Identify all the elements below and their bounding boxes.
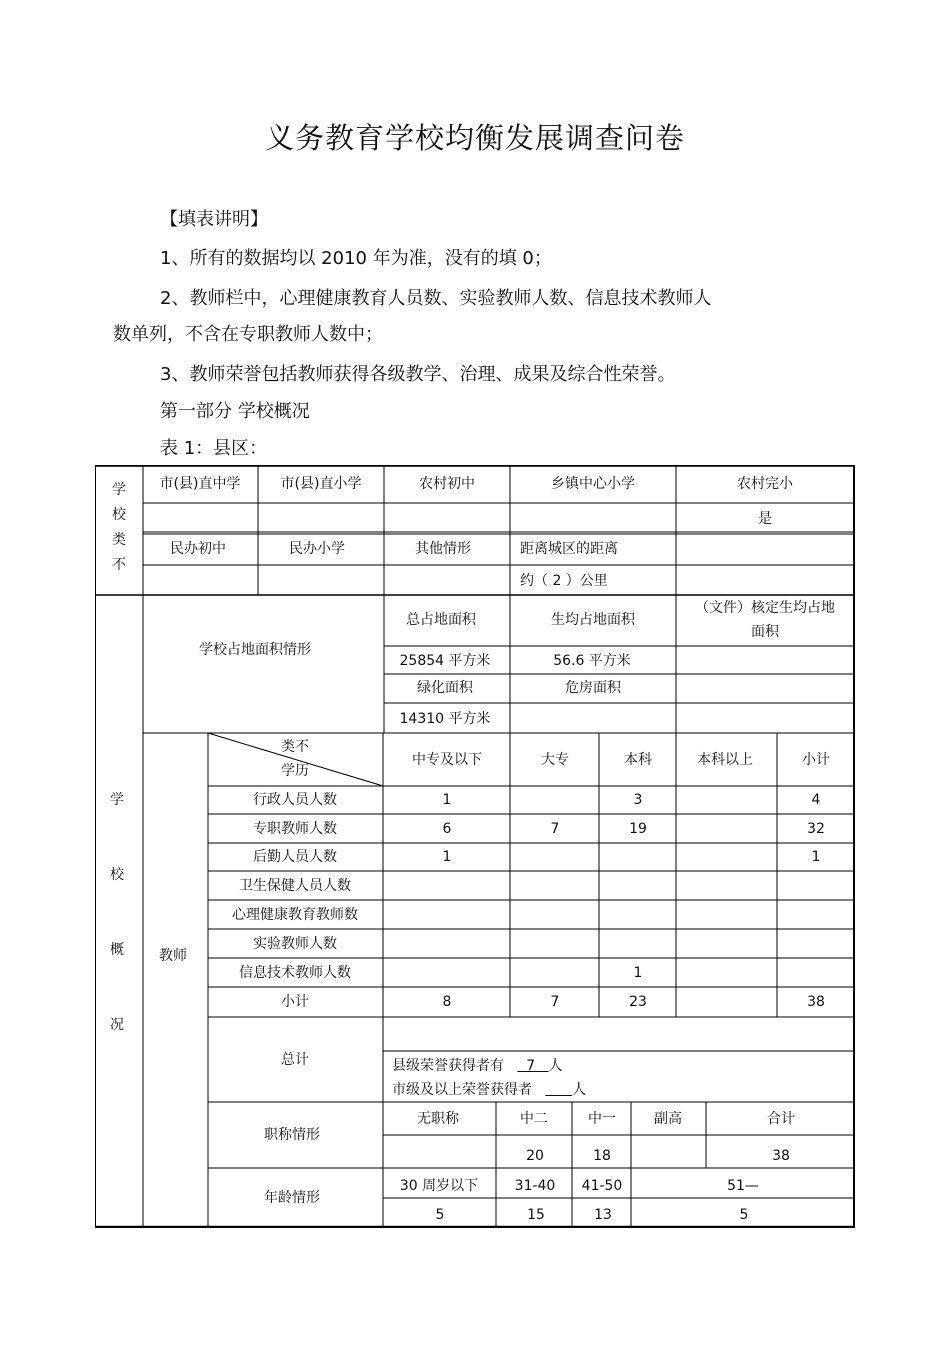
column-header-bachelor: 本科 — [624, 752, 652, 768]
column-header-junior-college: 大专 — [541, 752, 569, 768]
instructions-header: 【填表讲明】 — [160, 209, 268, 230]
table-cell: 38 — [807, 994, 825, 1010]
table-cell: 5 — [739, 1207, 749, 1223]
column-header-subtotal: 小计 — [802, 752, 830, 768]
table-cell: 4 — [811, 792, 821, 808]
table-cell: 13 — [594, 1207, 612, 1223]
school-type-other: 其他情形 — [415, 541, 471, 557]
row-label-logistics-staff: 后勤人员人数 — [253, 849, 337, 865]
teachers-label: 教师 — [159, 948, 187, 964]
total-area-header: 总占地面积 — [406, 612, 476, 628]
table-cell: 15 — [527, 1207, 545, 1223]
table-cell: 6 — [442, 821, 452, 837]
title-header-vice-senior: 副高 — [654, 1111, 682, 1127]
row-label-mental-health-teachers: 心理健康教育教师数 — [232, 907, 358, 923]
distance-value: 约（ 2 ）公里 — [520, 573, 608, 589]
age-header-31-40: 31-40 — [514, 1178, 556, 1194]
total-label: 总计 — [281, 1052, 309, 1068]
age-header-41-50: 41-50 — [581, 1178, 623, 1194]
table-grid-lines — [95, 465, 855, 1228]
column-header-above-bachelor: 本科以上 — [697, 752, 753, 768]
instruction-item-3: 3、教师荣誉包括教师获得各级教学、治理、成果及综合性荣誉。 — [160, 364, 676, 385]
column-header-secondary-below: 中专及以下 — [412, 752, 482, 768]
approved-area-header-line-1: （文件）核定生均占地 — [695, 600, 835, 616]
section-heading: 第一部分 学校概况 — [160, 401, 310, 422]
table-cell: 23 — [629, 994, 647, 1010]
row-label-health-staff: 卫生保健人员人数 — [239, 878, 351, 894]
school-type-selected-value: 是 — [758, 511, 772, 527]
professional-title-label: 职称情形 — [264, 1127, 320, 1143]
row-label-it-teachers: 信息技术教师人数 — [239, 965, 351, 981]
diagonal-header-category: 类不 — [281, 739, 309, 755]
table-cell: 8 — [442, 994, 452, 1010]
table-cell: 5 — [435, 1207, 445, 1223]
per-student-area-header: 生均占地面积 — [551, 612, 635, 628]
dangerous-building-area-header: 危房面积 — [565, 680, 621, 696]
age-label: 年龄情形 — [264, 1190, 320, 1206]
instruction-item-1: 1、所有的数据均以 2010 年为准，没有的填 0； — [160, 248, 552, 269]
county-honor-line: 县级荣誉获得者有 7 人 — [392, 1058, 563, 1074]
school-overview-label: 学 校 概 况 — [110, 792, 124, 1033]
school-type-city-middle: 市(县)直中学 — [159, 476, 241, 492]
title-header-none: 无职称 — [417, 1111, 459, 1127]
table-cell: 18 — [593, 1148, 611, 1164]
title-header-intermediate-1: 中一 — [588, 1111, 616, 1127]
table-cell: 1 — [442, 849, 452, 865]
row-label-full-time-teachers: 专职教师人数 — [253, 821, 337, 837]
distance-label: 距离城区的距离 — [520, 541, 618, 557]
table-cell: 7 — [550, 994, 560, 1010]
diagonal-header-education: 学历 — [281, 763, 309, 779]
school-type-rural-middle: 农村初中 — [419, 476, 475, 492]
table-cell: 20 — [526, 1148, 544, 1164]
document-title: 义务教育学校均衡发展调查问卷 — [264, 121, 685, 155]
row-label-lab-teachers: 实验教师人数 — [253, 936, 337, 952]
table-cell: 32 — [807, 821, 825, 837]
land-area-label: 学校占地面积情形 — [199, 642, 311, 658]
school-type-township-primary: 乡镇中心小学 — [551, 476, 635, 492]
table-cell: 19 — [629, 821, 647, 837]
row-label-subtotal: 小计 — [281, 994, 309, 1010]
table-cell: 1 — [633, 965, 643, 981]
school-type-private-middle: 民办初中 — [170, 541, 226, 557]
age-header-under-30: 30 周岁以下 — [399, 1178, 479, 1194]
table-cell: 1 — [811, 849, 821, 865]
school-type-private-primary: 民办小学 — [289, 541, 345, 557]
age-header-over-51: 51— — [727, 1178, 759, 1194]
table-cell: 38 — [772, 1148, 790, 1164]
instruction-item-2-line-2: 数单列，不含在专职教师人数中； — [113, 324, 383, 345]
instruction-item-2-line-1: 2、教师栏中，心理健康教育人员数、实验教师人数、信息技术教师人 — [160, 288, 712, 309]
table-label: 表 1：县区： — [160, 438, 268, 459]
green-area-header: 绿化面积 — [417, 680, 473, 696]
title-header-total: 合计 — [767, 1111, 795, 1127]
table-cell: 1 — [442, 792, 452, 808]
city-honor-line: 市级及以上荣誉获得者 人 — [392, 1082, 587, 1098]
school-type-rural-complete-primary: 农村完小 — [737, 476, 793, 492]
approved-area-header-line-2: 面积 — [751, 624, 779, 640]
table-cell: 3 — [633, 792, 643, 808]
per-student-area-value: 56.6 平方米 — [553, 653, 631, 669]
school-type-label: 学 校 类 不 — [112, 482, 126, 573]
green-area-value: 14310 平方米 — [399, 711, 491, 727]
row-label-admin-staff: 行政人员人数 — [253, 792, 337, 808]
table-cell: 7 — [550, 821, 560, 837]
title-header-intermediate-2: 中二 — [520, 1111, 548, 1127]
school-type-city-primary: 市(县)直小学 — [280, 476, 362, 492]
total-area-value: 25854 平方米 — [399, 653, 491, 669]
survey-table — [95, 465, 855, 1228]
